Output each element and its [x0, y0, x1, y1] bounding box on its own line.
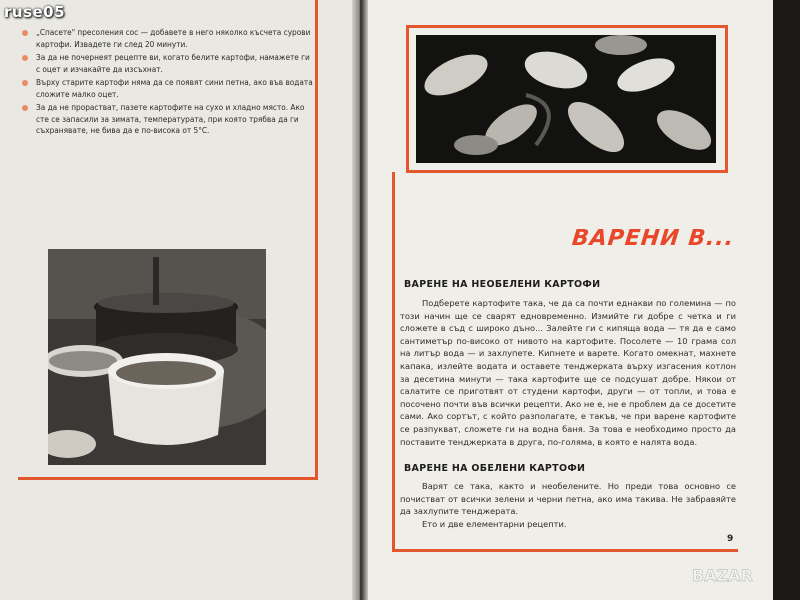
section-heading: ВАРЕНИ В...: [570, 226, 736, 251]
bullet-icon: [22, 105, 28, 111]
potatoes-photo-image: [416, 35, 716, 163]
section1-title: ВАРЕНЕ НА НЕОБЕЛЕНИ КАРТОФИ: [404, 279, 601, 290]
list-item: [18, 27, 314, 50]
pot-photo: [48, 249, 266, 465]
book-spine: [352, 0, 368, 600]
bullet-icon: [22, 55, 28, 61]
svg-text:BAZAR: BAZAR: [692, 566, 753, 585]
section2-title: ВАРЕНЕ НА ОБЕЛЕНИ КАРТОФИ: [404, 463, 586, 474]
tip-text: За да не прорастват, пазете картофите на сухо и хладно място. Ако сте се запасили за зимата, температурата, при която трябва да ги съхранявате, не бива да е по-висока от 5°С.: [36, 102, 305, 135]
tips-list: [18, 27, 314, 139]
watermark-text: ruse05: [4, 3, 66, 21]
page-number: 9: [727, 534, 734, 544]
list-item: [18, 52, 314, 75]
section2-text2: Ето и две елементарни рецепти.: [422, 519, 567, 529]
bazar-logo: [690, 560, 790, 590]
tip-text: За да не почернеят рецепте ви, когато белите картофи, намажете ги с оцет и изчакайте да изсъхнат.: [36, 52, 310, 74]
list-item: [18, 102, 314, 137]
bullet-icon: [22, 30, 28, 36]
potatoes-photo: [416, 35, 716, 163]
tip-text: „Спасете" пресоления сос — добавете в него няколко късчета сурови картофи. Извадете ги след 20 минути.: [36, 27, 311, 49]
tip-text: Върху старите картофи няма да се появят сини петна, ако във водата сложите малко оцет.: [36, 77, 313, 99]
bullet-icon: [22, 80, 28, 86]
section2-text: Варят се така, както и необелените. Но преди това основно се почистват от всички зелени и черни петна, ако има такива. Не забравяйте да захлупите тенджерата.: [400, 481, 736, 517]
section1-text: Подберете картофите така, че да са почти еднакви по големина — по този начин ще се сварят едновременно. Измийте ги добре с четка и ги сложете в съд с широко дъно... Залейте ги с кипяща вода — тя да е само сантиметър по-високо от нивото на картофите. Посолете — 10 грама сол на литър вода — и захлупете. Кипнете и варете. Когато омекнат, махнете капака, излейте водата и оставете тенджерката върху изгасения котлон за десетина минути — така картофите ще се подсушат добре. Някои от салатите се приготвят от студени картофи, други — от топли, и това е посочено почти във всички рецепти. Ако не е, не е проблем да се досетите сами. Ако сортът, с който разполагате, е такъв, че при варене картофите се разпукват, сложете ги на водна баня. За това е необходимо просто да поставите тенджерката в друга, по-голяма, в която е налята вода.: [400, 298, 736, 447]
list-item: [18, 77, 314, 100]
pot-photo-image: [48, 249, 266, 465]
